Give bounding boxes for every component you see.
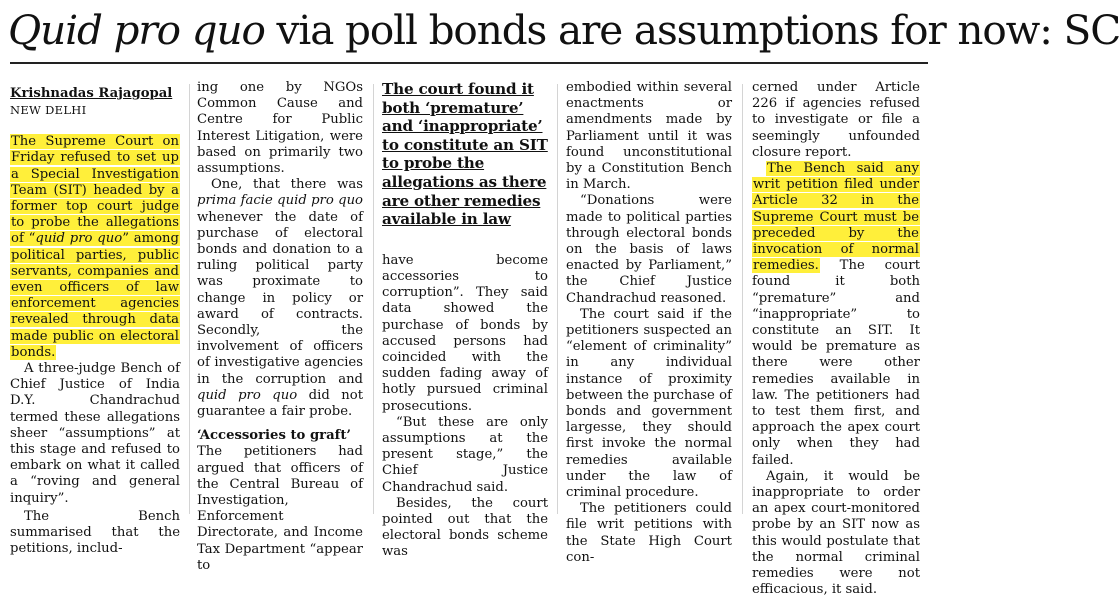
dateline: NEW DELHI (10, 103, 87, 117)
lead-italic: quid pro quo (35, 231, 123, 247)
paragraph: The petitioners had argued that officers of the Central Bureau of Investigation, Enforcement Directorate, and Income Tax Department “appear to (197, 444, 363, 573)
lead-text: The Supreme Court on Friday refused to set up a Special Investigation Team (SIT) headed by a former top court judge to probe the allegations of “ (11, 134, 179, 247)
italic-text: quid pro quo (197, 387, 298, 403)
paragraph (752, 161, 920, 469)
paragraph (197, 177, 363, 420)
column-4 (566, 80, 732, 566)
paragraph: ing one by NGOs Common Cause and Centre for Public Interest Litigation, were based on primarily two assumptions. (197, 80, 363, 177)
column-divider (373, 84, 374, 514)
headline-rule (10, 62, 928, 64)
pull-quote: The court found it both ‘premature’ and ‘inappropriate’ to constitute an SIT to probe the allegations as there are other remedies available in law (382, 80, 548, 229)
headline (8, 2, 1120, 60)
paragraph: cerned under Article 226 if agencies refused to investigate or file a seemingly unfounded closure report. (752, 80, 920, 160)
text: whenever the date of purchase of electoral bonds and donation to a ruling political party was proximate to change in policy or award of contracts. Secondly, the involvement of officers of investigative agencies in the corruption and (197, 209, 363, 387)
paragraph: Besides, the court pointed out that the electoral bonds scheme was (382, 495, 548, 560)
text: did not guarantee a fair probe. (197, 387, 363, 420)
byline: Krishnadas Rajagopal (10, 86, 173, 101)
column-divider (557, 84, 558, 514)
paragraph: Again, it would be inappropriate to order an apex court-monitored probe by an SIT now as this would postulate that the normal criminal remedies were not efficacious, it said. (752, 468, 920, 598)
paragraph: The petitioners could file writ petitions with the State High Court con- (566, 501, 732, 565)
paragraph: “Donations were made to political parties through electoral bonds on the basis of laws enacted by Parliament,” the Chief Justice Chandrachud reasoned. (566, 193, 732, 306)
lead-paragraph (10, 134, 180, 361)
text: One, that there was (211, 177, 363, 193)
column-divider (189, 84, 190, 514)
subheading: ‘Accessories to graft’ (197, 428, 352, 444)
column-divider (742, 84, 743, 514)
italic-text: prima facie quid pro quo (197, 193, 363, 209)
highlighted-lead (10, 134, 180, 360)
paragraph: embodied within several enactments or amendments made by Parliament until it was found unconstitutional by a Constitution Bench in March. (566, 80, 732, 193)
lead-text-end: ” among political parties, public servants, companies and even officers of law enforcement agencies revealed through data made public on electoral bonds. (11, 231, 179, 360)
headline-rest: via poll bonds are assumptions for now: SC (264, 6, 1120, 54)
paragraph: A three-judge Bench of Chief Justice of India D.Y. Chandrachud termed these allegations sheer “assumptions” at this stage and refused to embark on what it called a “roving and general inquiry”. (10, 361, 180, 506)
text: The court found it both “premature” and “inappropriate” to constitute an SIT. It would be premature as there were other remedies available in law. The petitioners had to test them first, and approach the apex court only when they had failed. (752, 258, 920, 468)
column-3 (382, 80, 548, 561)
paragraph: The court said if the petitioners suspected an “element of criminality” in any individual instance of proximity between the purchase of bonds and government largesse, they should first invoke the normal remedies available under the law of criminal procedure. (566, 306, 732, 501)
paragraph: “But these are only assumptions at the present stage,” the Chief Justice Chandrachud said. (382, 414, 548, 495)
column-2 (197, 80, 363, 574)
paragraph: have become accessories to corruption”. They said data showed the purchase of bonds by accused persons had coincided with the sudden fading away of hotly pursued criminal prosecutions. (382, 252, 548, 414)
column-5 (752, 80, 920, 599)
highlighted-text: The Bench said any writ petition filed under Article 32 in the Supreme Court must be preceded by the invocation of normal remedies. (753, 161, 919, 274)
paragraph: The Bench summarised that the petitions, includ- (10, 508, 180, 557)
headline-italic: Quid pro quo (8, 6, 265, 54)
column-1 (10, 86, 180, 557)
